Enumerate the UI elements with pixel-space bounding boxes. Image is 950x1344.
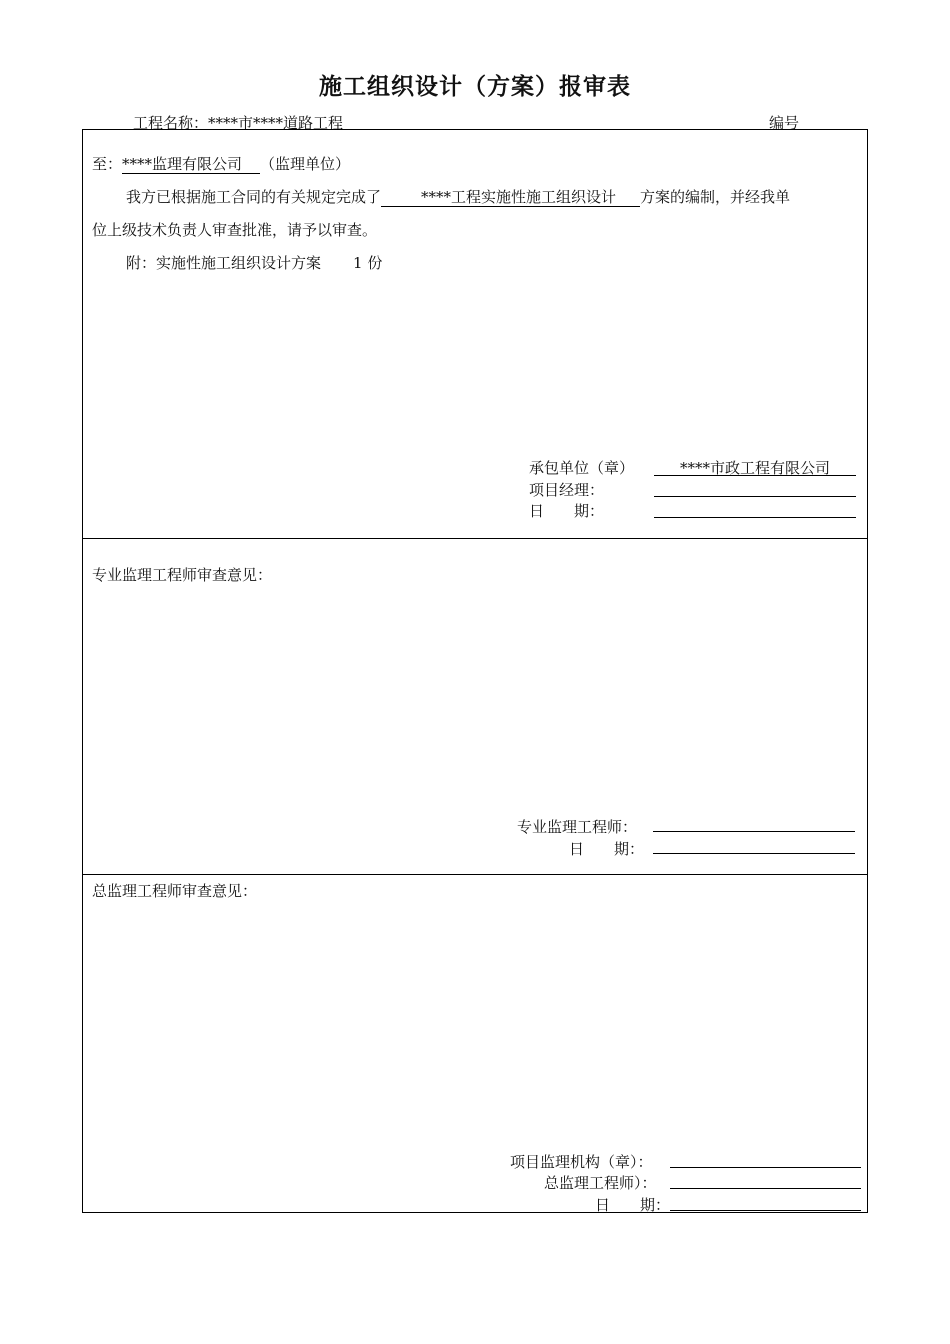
date-label: 日 期： xyxy=(529,502,605,520)
statement-line-1 xyxy=(126,186,790,207)
specialist-date-label: 日 期： xyxy=(569,840,645,858)
specialist-review-section xyxy=(82,538,868,875)
project-name-label: 工程名称： xyxy=(133,114,209,132)
statement-post: 方案的编制，并经我单 xyxy=(640,188,791,206)
chief-engineer-field[interactable] xyxy=(670,1188,861,1189)
addressee-suffix: （监理单位） xyxy=(260,155,351,173)
addressee-label: 至： xyxy=(92,155,123,173)
attachment-label: 附：实施性施工组织设计方案 xyxy=(126,254,322,272)
specialist-engineer-label: 专业监理工程师： xyxy=(517,818,638,836)
contractor-value: ****市政工程有限公司 xyxy=(679,459,830,477)
chief-engineer-label: 总监理工程师）： xyxy=(544,1174,657,1192)
chief-review-heading: 总监理工程师审查意见： xyxy=(92,882,258,900)
manager-label: 项目经理： xyxy=(529,481,605,499)
specialist-review-heading: 专业监理工程师审查意见： xyxy=(92,566,273,584)
specialist-date-field[interactable] xyxy=(653,853,855,854)
supervision-org-label: 项目监理机构（章）： xyxy=(510,1153,653,1171)
plan-name: ****工程实施性施工组织设计 xyxy=(381,189,640,207)
statement-pre: 我方已根据施工合同的有关规定完成了 xyxy=(126,188,382,206)
submission-section xyxy=(82,129,868,539)
contractor-line xyxy=(654,475,856,476)
page-title: 施工组织设计（方案）报审表 xyxy=(319,73,631,100)
attachment-count: 1 份 xyxy=(353,254,383,272)
chief-date-label: 日 期： xyxy=(595,1196,671,1214)
attachment-row xyxy=(126,252,382,273)
supervision-company: ****监理有限公司 xyxy=(122,156,260,174)
supervision-org-field[interactable] xyxy=(670,1167,861,1168)
date-field[interactable] xyxy=(654,517,856,518)
addressee-row xyxy=(92,153,350,174)
chief-date-field[interactable] xyxy=(670,1210,861,1211)
chief-review-section xyxy=(82,874,868,1213)
statement-line-2: 位上级技术负责人审查批准，请予以审查。 xyxy=(92,221,378,239)
project-name-value: ****市****道路工程 xyxy=(208,114,344,132)
contractor-label: 承包单位（章） xyxy=(529,459,635,477)
manager-signature-field[interactable] xyxy=(654,496,856,497)
specialist-engineer-field[interactable] xyxy=(653,831,855,832)
document-number-label: 编号 xyxy=(769,114,800,132)
